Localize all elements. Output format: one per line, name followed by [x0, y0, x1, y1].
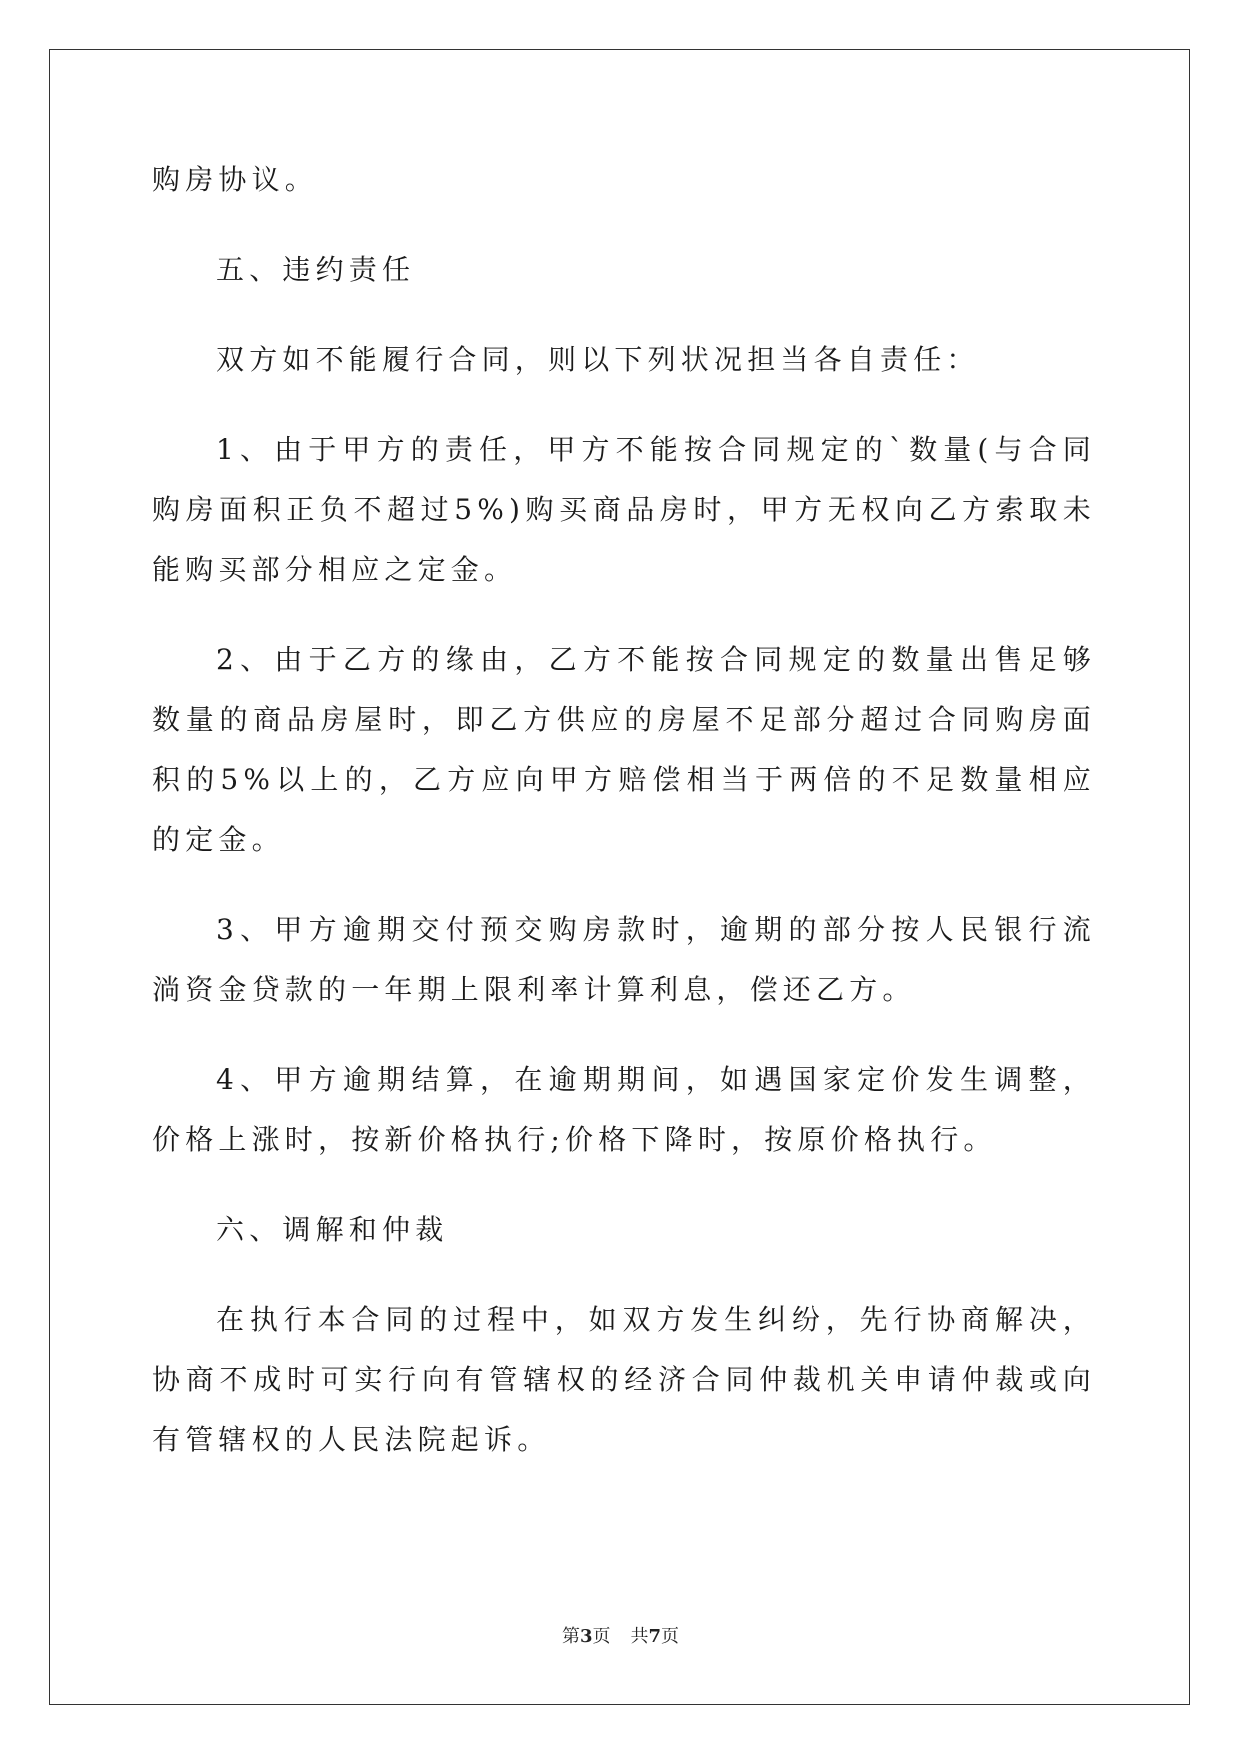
clause-3: 3、甲方逾期交付预交购房款时，逾期的部分按人民银行流淌资金贷款的一年期上限利率计算利息，偿还乙方。 [152, 913, 1096, 1006]
paragraph-intro-liability: 双方如不能履行合同，则以下列状况担当各自责任： [216, 343, 980, 376]
section-heading-breach: 五、违约责任 [216, 253, 416, 286]
section-heading-arbitration: 六、调解和仲裁 [216, 1213, 449, 1246]
total-prefix: 共 [630, 1626, 649, 1647]
document-body [152, 150, 1096, 1500]
total-pages: 7 [648, 1626, 662, 1647]
total-suffix: 页 [661, 1626, 680, 1647]
paragraph-continuation: 购房协议。 [152, 163, 319, 196]
clause-2: 2、由于乙方的缘由，乙方不能按合同规定的数量出售足够数量的商品房屋时，即乙方供应的房屋不足部分超过合同购房面积的5%以上的，乙方应向甲方赔偿相当于两倍的不足数量相应的定金。 [152, 643, 1096, 856]
page-prefix: 第 [561, 1626, 580, 1647]
page-number: 3 [579, 1626, 593, 1647]
page-footer [0, 1622, 1241, 1648]
paragraph-arbitration: 在执行本合同的过程中，如双方发生纠纷，先行协商解决，协商不成时可实行向有管辖权的经济合同仲裁机关申请仲裁或向有管辖权的人民法院起诉。 [152, 1303, 1096, 1456]
clause-1: 1、由于甲方的责任，甲方不能按合同规定的`数量(与合同购房面积正负不超过5%)购买商品房时，甲方无权向乙方索取未能购买部分相应之定金。 [152, 433, 1096, 586]
page-suffix: 页 [592, 1626, 611, 1647]
clause-4: 4、甲方逾期结算，在逾期期间，如遇国家定价发生调整，价格上涨时，按新价格执行;价格下降时，按原价格执行。 [152, 1063, 1096, 1156]
